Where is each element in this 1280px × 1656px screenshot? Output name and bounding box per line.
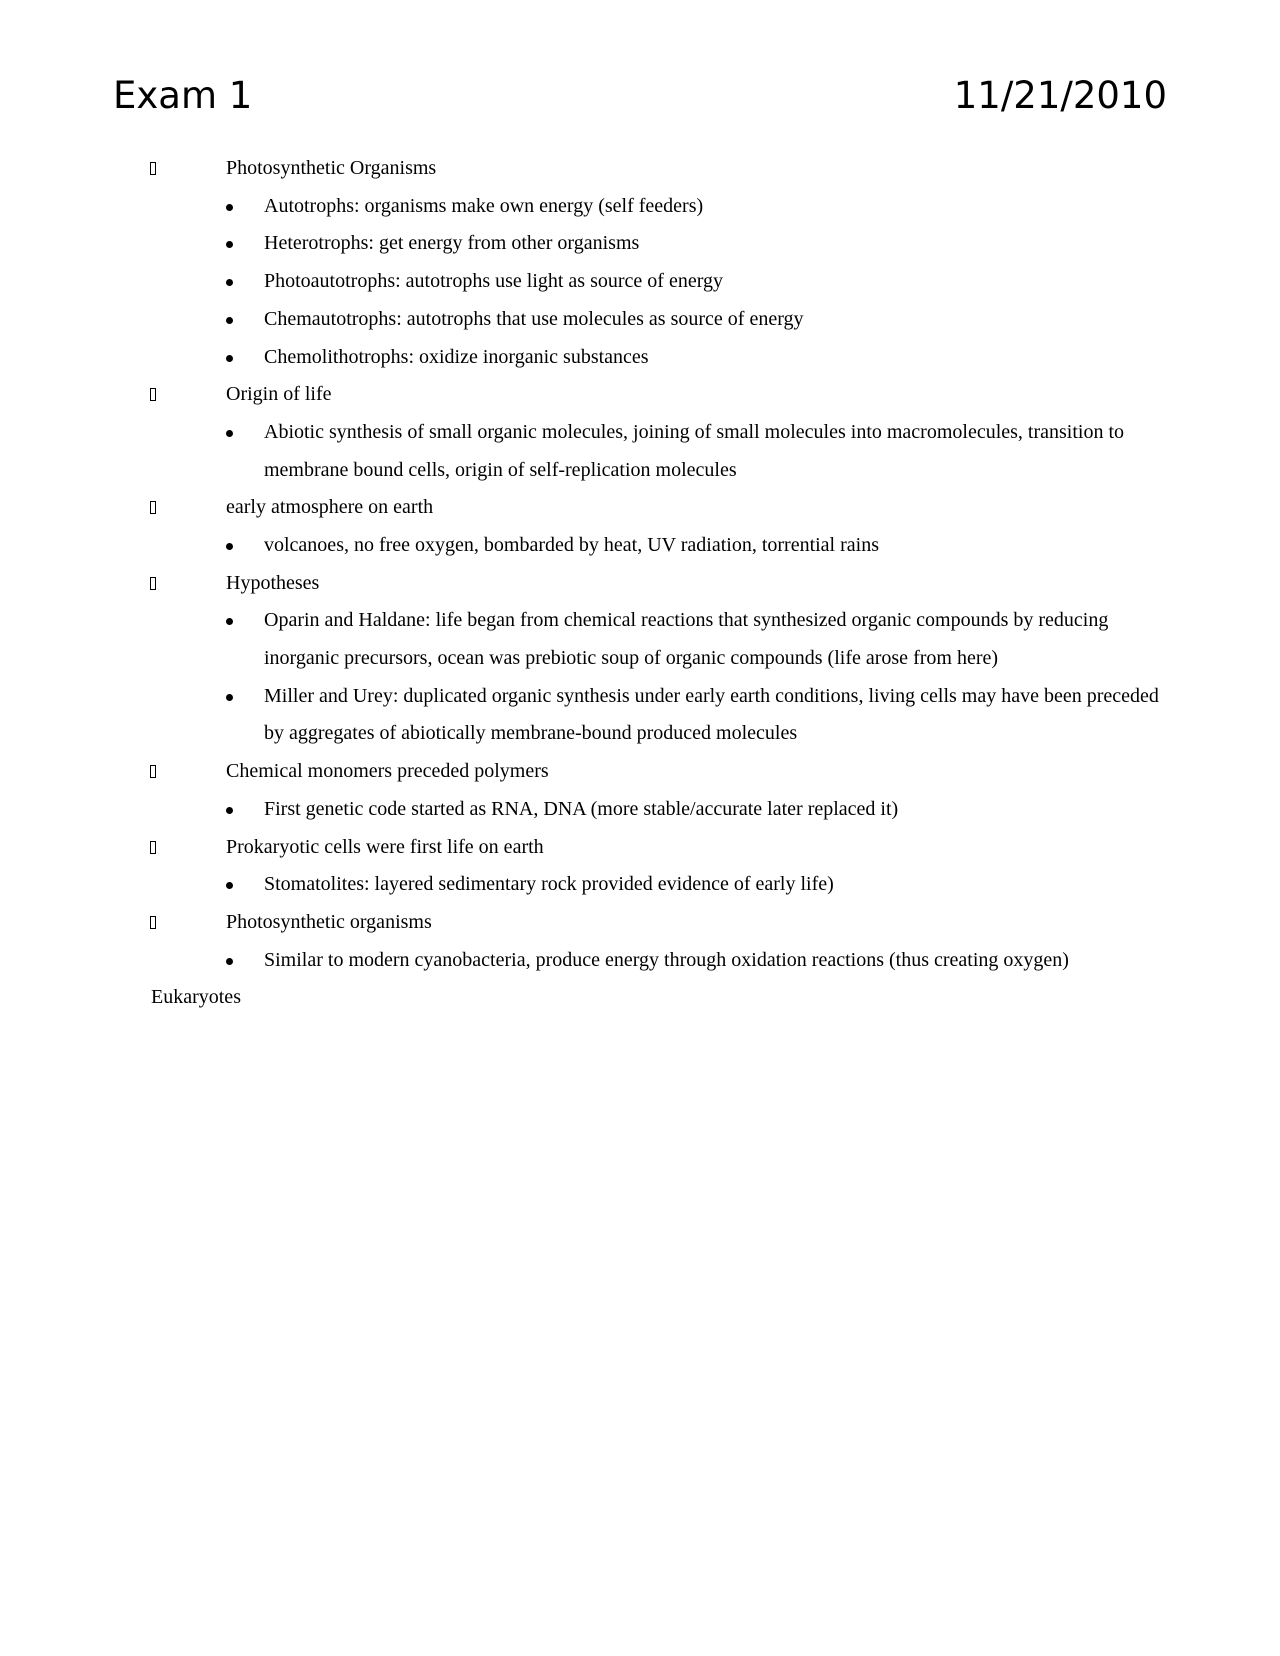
bullet-dot-icon xyxy=(226,694,233,701)
topic-heading: Prokaryotic cells were first life on earth xyxy=(0,829,1280,867)
bullet-dot-icon xyxy=(226,279,233,286)
bullet-dot-icon xyxy=(226,958,233,965)
topic-heading: Chemical monomers preceded polymers xyxy=(0,753,1280,791)
document-date: 11/21/2010 xyxy=(953,74,1167,117)
document-title: Exam 1 xyxy=(113,74,253,117)
square-bullet-icon xyxy=(150,577,156,590)
list-item: First genetic code started as RNA, DNA (more stable/accurate later replaced it) xyxy=(0,791,1280,829)
topic-heading: Photosynthetic Organisms xyxy=(0,150,1280,188)
bullet-dot-icon xyxy=(226,355,233,362)
list-item: Photoautotrophs: autotrophs use light as source of energy xyxy=(0,263,1280,301)
bullet-dot-icon xyxy=(226,543,233,550)
list-item: Heterotrophs: get energy from other organisms xyxy=(0,225,1280,263)
topic-heading: Photosynthetic organisms xyxy=(0,904,1280,942)
topic-heading: early atmosphere on earth xyxy=(0,489,1280,527)
square-bullet-icon xyxy=(150,841,156,854)
list-item: volcanoes, no free oxygen, bombarded by heat, UV radiation, torrential rains xyxy=(0,527,1280,565)
page-header xyxy=(113,70,1167,122)
bullet-dot-icon xyxy=(226,807,233,814)
trailing-text: Eukaryotes xyxy=(151,986,241,1009)
bullet-dot-icon xyxy=(226,317,233,324)
list-item: Chemolithotrophs: oxidize inorganic substances xyxy=(0,339,1280,377)
list-item: Stomatolites: layered sedimentary rock provided evidence of early life) xyxy=(0,866,1280,904)
list-item: Abiotic synthesis of small organic molecules, joining of small molecules into macromolecules, transition to membrane bound cells, origin of self-replication molecules xyxy=(0,414,1280,489)
bullet-dot-icon xyxy=(226,241,233,248)
bullet-dot-icon xyxy=(226,618,233,625)
square-bullet-icon xyxy=(150,916,156,929)
topic-heading: Hypotheses xyxy=(0,565,1280,603)
notes-content xyxy=(0,150,1280,1017)
topic-heading: Origin of life xyxy=(0,376,1280,414)
bullet-dot-icon xyxy=(226,882,233,889)
list-item: Similar to modern cyanobacteria, produce energy through oxidation reactions (thus creating oxygen) xyxy=(0,942,1280,980)
list-item: Miller and Urey: duplicated organic synthesis under early earth conditions, living cells may have been preceded by aggregates of abiotically membrane-bound produced molecules xyxy=(0,678,1280,753)
square-bullet-icon xyxy=(150,162,156,175)
list-item: Chemautotrophs: autotrophs that use molecules as source of energy xyxy=(0,301,1280,339)
square-bullet-icon xyxy=(150,765,156,778)
square-bullet-icon xyxy=(150,388,156,401)
bullet-dot-icon xyxy=(226,204,233,211)
list-item: Oparin and Haldane: life began from chemical reactions that synthesized organic compounds by reducing inorganic precursors, ocean was prebiotic soup of organic compounds (life arose from here) xyxy=(0,602,1280,677)
square-bullet-icon xyxy=(150,501,156,514)
list-item: Autotrophs: organisms make own energy (self feeders) xyxy=(0,188,1280,226)
bullet-dot-icon xyxy=(226,430,233,437)
